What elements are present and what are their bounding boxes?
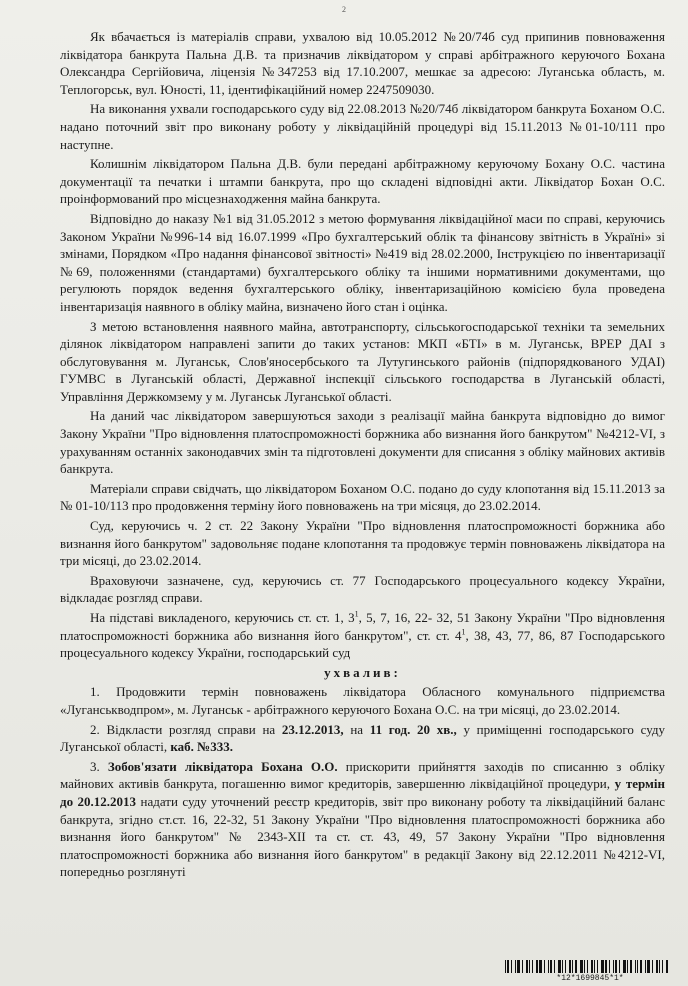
- hearing-time: 11 год. 20 хв.,: [369, 721, 457, 737]
- hearing-room: каб. №333.: [170, 739, 233, 755]
- obligation-subject: Зобов'язати ліквідатора Бохана О.О.: [107, 758, 338, 774]
- page-number: 2: [342, 5, 346, 14]
- obligation-deadline: у термін до 20.12.2013: [60, 776, 665, 809]
- paragraph-appointment: Як вбачається із матеріалів справи, ухвалою від 10.05.2012 №20/74б суд припинив повноваження ліквідатора банкрута Пальна Д.В. та призначив ліквідатором у справі арбітражного керуючого Бохана Олександра Сергійовича, ліцензія №347253 від 17.10.2007, мешкає за адресою: Луганська область, м. Теплогорськ, вул. Юності, 11, ідентифікаційний номер 2247509030.: [60, 29, 665, 97]
- paragraph-motion: Матеріали справи свідчать, що ліквідатором Боханом О.С. подано до суду клопотання від 15.11.2013 за № 01-10/113 про продовження терміну його повноважень на три місяця, до 23.02.2014.: [60, 480, 665, 514]
- paragraph-court-decision: Суд, керуючись ч. 2 ст. 22 Закону України "Про відновлення платоспроможності боржника або визнання його банкрутом" задовольняє подане клопотання та продовжує термін повноважень ліквідатора на три місяці, до 23.02.2014.: [60, 518, 665, 569]
- ruling-heading: ухвалив:: [324, 664, 401, 680]
- hearing-date: 23.12.2013,: [281, 721, 344, 737]
- ruling-item-1: 1. Продовжити термін повноважень ліквідатора Обласного комунального підприємства «Луганськводпром», м. Луганськ - арбітражного керуючого Бохана О.С. на три місяці, до 23.02.2014.: [60, 684, 665, 717]
- paragraph-requests: З метою встановлення наявного майна, автотранспорту, сільськогосподарської техніки та земельних ділянок ліквідатором направлені запити до таких установ: МКП «БТІ» в м. Луганськ, ВРЕР ДАІ з обслуговування м. Луганськ, Слов'яносербського та Лутугинського районів (підпорядкованого УДАІ) ГУМВС в Луганській області, Державної інспекції сільського господарства в Луганській області, Управління Держкомзему у м. Луганськ Луганської області.: [60, 318, 665, 404]
- paragraph-asset-sale: На даний час ліквідатором завершуються заходи з реалізації майна банкрута відповідно до вимог Закону України "Про відновлення платоспроможності боржника або визнання його банкрутом" №4212-VI, з урахуванням останніх законодавчих змін та підготовлені документи для списання з обліку майнових активів банкрута.: [60, 408, 665, 477]
- paragraph-postponement: Враховуючи зазначене, суд, керуючись ст. 77 Господарського процесуального кодексу України, відкладає розгляд справи.: [60, 572, 665, 606]
- paragraph-legal-basis: На підставі викладеного, керуючись ст. ст. 1, $3^1$, 5, 7, 16, 22- 32, 51 Закону України "Про відновлення платоспроможності боржника або визнання його банкрутом", ст. ст. $4^1$, 38, 43, 77, 86, 87 Господарського процесуального кодексу України, господарський суд: [60, 609, 666, 661]
- paragraph-inventory: Відповідно до наказу №1 від 31.05.2012 з метою формування ліквідаційної маси по справі, керуючись Законом України №996-14 від 16.07.1999 «Про бухгалтерський облік та фінансову звітність в Україні» зі змінами, Порядком «Про надання фінансової звітності» №419 від 28.02.2000, Інструкцією по інвентаризації №69, положеннями (стандартами) бухгалтерського обліку та іншими нормативними документами, що регулюють порядок ведення бухгалтерського обліку, інвентаризаційною комісією була проведена інвентаризація наявного в обліку майна, визначено його стан і оцінка.: [60, 210, 665, 314]
- ruling-item-2: 2. Відкласти розгляд справи на 23.12.2013, на 11 год. 20 хв., у приміщенні господарського суду Луганської області, каб. №333.: [60, 721, 665, 755]
- barcode-bars: [505, 960, 675, 973]
- barcode-text: *12*1699845*1*: [556, 974, 624, 983]
- ruling-item-3: 3. Зобов'язати ліквідатора Бохана О.О. прискорити прийняття заходів по списанню з обліку майнових активів банкрута, погашенню вимог кредиторів, завершенню ліквідаційної процедури, у термін до 20.12.2013 надати суду уточнений реєстр кредиторів, звіт про виконану роботу та ліквідаційний баланс банкрута, згідно ст.ст. 16, 22-32, 51 Закону України "Про відновлення платоспроможності боржника або визнання його банкрутом" № 2343-XII та ст. ст. 43, 49, 57 Закону України "Про відновлення платоспроможності боржника або визнання його банкрутом" в редакції Закону від 22.12.2011 №4212-VI, попередньо розглянуті: [60, 758, 666, 880]
- document-barcode: [505, 960, 675, 984]
- document-body: [60, 28, 665, 883]
- paragraph-documents-transfer: Колишнім ліквідатором Пальна Д.В. були передані арбітражному керуючому Бохану О.С. частина документації та печатки і штампи банкрута, про що складені відповідні акти. Ліквідатор Бохан О.С. проінформований про місцезнаходження майна банкрута.: [60, 156, 665, 207]
- paragraph-report: На виконання ухвали господарського суду від 22.08.2013 №20/74б ліквідатором банкрута Боханом О.С. надано поточний звіт про виконану роботу у ліквідаційній процедурі від 15.11.2013 №01-10/111 про наступне.: [60, 101, 665, 152]
